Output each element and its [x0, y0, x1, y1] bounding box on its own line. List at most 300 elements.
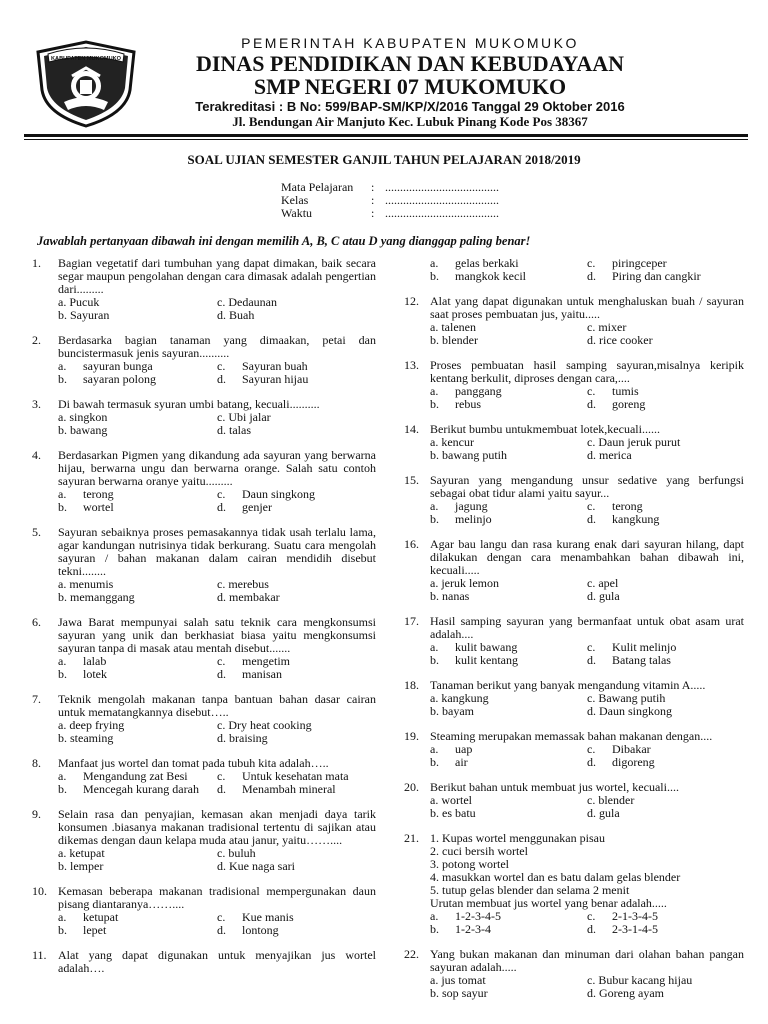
- question-item: [396, 295, 744, 347]
- header-rule-thick: [24, 134, 748, 137]
- option-letter: d.: [217, 731, 226, 745]
- option-letter: d.: [587, 986, 596, 1000]
- answer-option: [587, 513, 744, 526]
- option-text: uap: [455, 742, 473, 756]
- option-letter: b.: [430, 269, 439, 283]
- meta-label: Kelas: [281, 193, 309, 207]
- answer-options: [430, 385, 744, 411]
- question-number: 14.: [404, 422, 419, 436]
- option-letter: a.: [430, 435, 439, 449]
- answer-option: [430, 513, 587, 526]
- option-letter: b.: [58, 923, 67, 937]
- answer-option: [58, 424, 217, 437]
- option-text: melinjo: [455, 512, 492, 526]
- option-text: steaming: [70, 731, 114, 745]
- answer-option: [217, 732, 376, 745]
- answer-options: [430, 641, 744, 667]
- question-text: Agar bau langu dan rasa kurang enak dari sayuran hilang, dapt dilakukan dengan cara menambahkan bahan dibawah ini, kecuali.....: [430, 537, 744, 577]
- answer-option: [58, 501, 217, 514]
- option-text: 1-2-3-4-5: [455, 909, 501, 923]
- option-text: Goreng ayam: [599, 986, 664, 1000]
- meta-colon: :: [371, 206, 375, 220]
- option-letter: d.: [217, 590, 226, 604]
- school-address: Jl. Bendungan Air Manjuto Kec. Lubuk Pinang Kode Pos 38367: [232, 114, 588, 129]
- answer-options: [58, 411, 376, 437]
- question-number: 17.: [404, 614, 419, 628]
- option-text: Mencegah kurang darah: [83, 782, 199, 796]
- answer-option: [217, 924, 376, 937]
- option-letter: c.: [587, 691, 596, 705]
- answer-option: [217, 591, 376, 604]
- answer-option: [58, 860, 217, 873]
- answer-option: [430, 449, 587, 462]
- option-text: panggang: [455, 384, 502, 398]
- answer-option: [587, 807, 744, 820]
- question-item: [396, 832, 744, 936]
- option-text: Pucuk: [69, 295, 100, 309]
- option-text: Daun singkong: [242, 487, 315, 501]
- option-text: Bubur kacang hijau: [598, 973, 693, 987]
- option-letter: c.: [587, 909, 596, 923]
- option-letter: b.: [58, 667, 67, 681]
- answer-option: [217, 373, 376, 386]
- header-rule-thin: [24, 139, 748, 140]
- question-item: [396, 948, 744, 1000]
- option-letter: b.: [430, 755, 439, 769]
- answer-option: [58, 309, 217, 322]
- answer-option: [587, 398, 744, 411]
- option-letter: a.: [58, 359, 67, 373]
- option-letter: a.: [58, 295, 67, 309]
- answer-option: [430, 270, 587, 283]
- question-text: Berikut bahan untuk membuat jus wortel, kecuali....: [430, 780, 679, 794]
- exam-meta: [281, 181, 499, 220]
- option-letter: d.: [587, 704, 596, 718]
- answer-option: [587, 923, 744, 936]
- option-text: goreng: [612, 397, 646, 411]
- option-text: Ubi jalar: [228, 410, 271, 424]
- option-letter: d.: [217, 500, 226, 514]
- answer-option: [430, 987, 587, 1000]
- question-number: 3.: [32, 397, 41, 411]
- option-letter: b.: [58, 372, 67, 386]
- question-text: Teknik mengolah makanan tanpa bantuan bahan dasar cairan untuk mematangkannya disebut…..: [58, 692, 376, 719]
- option-letter: b.: [58, 500, 67, 514]
- answer-option: [587, 270, 744, 283]
- option-text: blender: [442, 333, 478, 347]
- option-text: 2-1-3-4-5: [612, 909, 658, 923]
- option-letter: b.: [430, 397, 439, 411]
- option-text: kangkung: [612, 512, 660, 526]
- option-text: piringceper: [612, 256, 667, 270]
- option-text: Sayuran buah: [242, 359, 308, 373]
- answer-option: [430, 923, 587, 936]
- option-letter: a.: [430, 691, 439, 705]
- question-item: [396, 538, 744, 603]
- option-text: lalab: [83, 654, 107, 668]
- option-text: gelas berkaki: [455, 256, 519, 270]
- option-letter: d.: [587, 397, 596, 411]
- option-text: lontong: [242, 923, 279, 937]
- option-text: braising: [229, 731, 268, 745]
- option-letter: d.: [587, 653, 596, 667]
- option-text: talas: [229, 423, 251, 437]
- question-text: Bagian vegetatif dari tumbuhan yang dapat dimakan, baik secara segar maupun pengolahan dengan cara dimasak adalah pengertian dari.........: [58, 256, 376, 296]
- option-text: Piring dan cangkir: [612, 269, 701, 283]
- answer-option: [58, 732, 217, 745]
- option-text: kulit kentang: [455, 653, 518, 667]
- option-text: menumis: [69, 577, 114, 591]
- question-number: 4.: [32, 448, 41, 462]
- step-line: 2. cuci bersih wortel: [430, 844, 528, 858]
- answer-options: [430, 974, 744, 1000]
- answer-option: [430, 654, 587, 667]
- option-text: jagung: [455, 499, 488, 513]
- question-text: Di bawah termasuk syuran umbi batang, kecuali..........: [58, 397, 320, 411]
- option-text: 1-2-3-4: [455, 922, 491, 936]
- step-line: 1. Kupas wortel menggunakan pisau: [430, 831, 605, 845]
- option-letter: a.: [430, 320, 439, 334]
- option-letter: c.: [587, 256, 596, 270]
- option-text: bawang: [70, 423, 108, 437]
- question-item: [24, 757, 376, 796]
- answer-options: [430, 743, 744, 769]
- option-letter: d.: [587, 269, 596, 283]
- option-letter: a.: [430, 640, 439, 654]
- question-number: 21.: [404, 831, 419, 845]
- question-text: Selain rasa dan penyajian, kemasan akan menjadi daya tarik konsumen .biasanya makanan tradisional tertentu di sajikan atau dikemas dengan daun kelapa muda atau janur, yaitu……....: [58, 807, 376, 847]
- question-item: [396, 359, 744, 411]
- option-letter: b.: [430, 704, 439, 718]
- question-item: [24, 526, 376, 604]
- option-letter: b.: [58, 782, 67, 796]
- option-letter: b.: [430, 653, 439, 667]
- option-letter: d.: [587, 922, 596, 936]
- answer-option: [217, 860, 376, 873]
- option-text: singkon: [69, 410, 108, 424]
- option-letter: b.: [430, 512, 439, 526]
- answer-option: [58, 924, 217, 937]
- answer-option: [430, 705, 587, 718]
- option-text: Buah: [229, 308, 255, 322]
- option-letter: c.: [217, 910, 226, 924]
- option-letter: d.: [587, 448, 596, 462]
- option-letter: d.: [217, 782, 226, 796]
- option-text: kangkung: [441, 691, 489, 705]
- option-text: bayam: [442, 704, 474, 718]
- answer-option: [587, 654, 744, 667]
- answer-option: [217, 309, 376, 322]
- option-letter: c.: [217, 410, 226, 424]
- question-text: Kemasan beberapa makanan tradisional mempergunakan daun pisang diantaranya……....: [58, 884, 376, 911]
- answer-options: [58, 488, 376, 514]
- question-text: Berdasarka bagian tanaman yang dimaakan, petai dan buncistermasuk jenis sayuran..........: [58, 333, 376, 360]
- question-text: Sayuran yang mengandung unsur sedative yang berfungsi sebagai obat tidur alami yaitu sayur...: [430, 473, 744, 500]
- option-letter: b.: [58, 308, 67, 322]
- option-letter: c.: [587, 742, 596, 756]
- question-column-left: [24, 257, 376, 987]
- question-text: Berdasarkan Pigmen yang dikandung ada sayuran yang berwarna hijau, berwarna ungu dan berwarna orange. Salah satu contoh sayuran berwarna oranye yaitu.........: [58, 448, 376, 488]
- option-text: Dibakar: [612, 742, 651, 756]
- department-name: DINAS PENDIDIKAN DAN KEBUDAYAAN: [195, 51, 625, 76]
- option-text: Dry heat cooking: [228, 718, 312, 732]
- question-text: Alat yang dapat digunakan untuk menghaluskan buah / sayuran saat proses pembuatan jus, yaitu.....: [430, 294, 744, 321]
- option-letter: a.: [58, 487, 67, 501]
- option-text: Sayuran hijau: [242, 372, 309, 386]
- question-number: 12.: [404, 294, 419, 308]
- option-letter: d.: [217, 923, 226, 937]
- option-text: lemper: [70, 859, 104, 873]
- option-text: 2-3-1-4-5: [612, 922, 658, 936]
- option-letter: d.: [217, 859, 226, 873]
- option-letter: a.: [430, 909, 439, 923]
- meta-colon: :: [371, 193, 375, 207]
- option-letter: b.: [58, 423, 67, 437]
- option-letter: c.: [217, 846, 226, 860]
- answer-options: [430, 436, 744, 462]
- option-letter: a.: [430, 973, 439, 987]
- answer-option: [430, 398, 587, 411]
- answer-options: [58, 911, 376, 937]
- option-letter: d.: [587, 806, 596, 820]
- option-letter: d.: [217, 308, 226, 322]
- option-text: apel: [598, 576, 619, 590]
- answer-options: [58, 719, 376, 745]
- question-text: Jawa Barat mempunyai salah satu teknik cara mengkonsumsi sayuran yang unik dan berkhasiat biasa yaitu mengkonsumsi sayuran tanpa di masak atau mentah disebut.......: [58, 615, 376, 655]
- exam-title: SOAL UJIAN SEMESTER GANJIL TAHUN PELAJARAN 2018/2019: [187, 152, 581, 167]
- option-letter: d.: [587, 333, 596, 347]
- answer-option: [58, 668, 217, 681]
- answer-option: [587, 756, 744, 769]
- question-item: [24, 334, 376, 386]
- option-letter: b.: [430, 806, 439, 820]
- question-text: Proses pembuatan hasil samping sayuran,misalnya keripik kentang berkulit, diproses dengan cara,....: [430, 358, 744, 385]
- answer-option: [430, 807, 587, 820]
- option-letter: d.: [587, 589, 596, 603]
- option-text: bawang putih: [442, 448, 507, 462]
- answer-options: [430, 794, 744, 820]
- option-letter: c.: [587, 384, 596, 398]
- option-letter: c.: [587, 640, 596, 654]
- answer-option: [217, 783, 376, 796]
- option-text: Sayuran: [70, 308, 110, 322]
- accreditation-line: Terakreditasi : B No: 599/BAP-SM/KP/X/2016 Tanggal 29 Oktober 2016: [195, 99, 625, 114]
- answer-options: [430, 500, 744, 526]
- answer-option: [58, 783, 217, 796]
- option-letter: c.: [587, 576, 596, 590]
- option-text: tumis: [612, 384, 639, 398]
- option-letter: a.: [430, 384, 439, 398]
- step-line: 4. masukkan wortel dan es batu dalam gelas blender: [430, 870, 681, 884]
- option-letter: a.: [430, 793, 439, 807]
- option-text: terong: [83, 487, 114, 501]
- question-text: Yang bukan makanan dan minuman dari olahan bahan pangan sayuran adalah.....: [430, 947, 744, 974]
- question-text: Sayuran sebaiknya proses pemasakannya tidak usah terlalu lama, agar kandungan nutrisinya tidak berkurang. Suatu cara mengolah sayuran / bahan makanan dalam cairan mendidih disebut tekni........: [58, 525, 376, 578]
- answer-option: [58, 373, 217, 386]
- question-item: [24, 808, 376, 873]
- answer-options: [58, 655, 376, 681]
- answer-options: [430, 910, 744, 936]
- question-text: Berikut bumbu untukmembuat lotek,kecuali......: [430, 422, 660, 436]
- option-text: jeruk lemon: [441, 576, 499, 590]
- option-letter: a.: [430, 576, 439, 590]
- answer-option: [587, 590, 744, 603]
- question-item: [24, 616, 376, 681]
- option-letter: c.: [587, 320, 596, 334]
- question-item: [396, 679, 744, 718]
- option-text: mengetim: [242, 654, 290, 668]
- question-text: Steaming merupakan memassak bahan makanan dengan....: [430, 729, 713, 743]
- meta-blank: ......................................: [385, 206, 499, 220]
- answer-option: [430, 590, 587, 603]
- option-text: lotek: [83, 667, 107, 681]
- option-text: Dedaunan: [228, 295, 277, 309]
- option-letter: c.: [587, 499, 596, 513]
- question-item: [24, 693, 376, 745]
- option-text: Mengandung zat Besi: [83, 769, 188, 783]
- option-letter: c.: [217, 359, 226, 373]
- question-number: 13.: [404, 358, 419, 372]
- answer-options: [58, 360, 376, 386]
- option-text: kulit bawang: [455, 640, 518, 654]
- meta-label: Waktu: [281, 206, 313, 220]
- option-text: talenen: [441, 320, 476, 334]
- option-text: membakar: [229, 590, 280, 604]
- option-text: merebus: [228, 577, 269, 591]
- instruction: Jawablah pertanyaan dibawah ini dengan memilih A, B, C atau D yang dianggap paling benar!: [37, 234, 531, 248]
- answer-options: [430, 577, 744, 603]
- question-item: [24, 257, 376, 322]
- question-number: 18.: [404, 678, 419, 692]
- option-letter: d.: [217, 667, 226, 681]
- option-letter: b.: [58, 731, 67, 745]
- answer-options: [430, 321, 744, 347]
- answer-option: [587, 705, 744, 718]
- answer-option: [587, 987, 744, 1000]
- option-letter: c.: [587, 435, 596, 449]
- option-text: ketupat: [69, 846, 105, 860]
- option-letter: c.: [217, 769, 226, 783]
- option-text: sayaran polong: [83, 372, 156, 386]
- option-text: gula: [599, 589, 620, 603]
- answer-option: [587, 449, 744, 462]
- option-text: rebus: [455, 397, 481, 411]
- option-text: blender: [598, 793, 635, 807]
- step-line: 5. tutup gelas blender dan selama 2 menit: [430, 883, 630, 897]
- answer-option: [217, 668, 376, 681]
- option-letter: a.: [430, 499, 439, 513]
- option-letter: b.: [58, 590, 67, 604]
- question-number: 5.: [32, 525, 41, 539]
- option-text: Batang talas: [612, 653, 671, 667]
- answer-options: [58, 578, 376, 604]
- option-letter: d.: [217, 423, 226, 437]
- question-text: Hasil samping sayuran yang bermanfaat untuk obat asam urat adalah....: [430, 614, 744, 641]
- government-name: PEMERINTAH KABUPATEN MUKOMUKO: [241, 35, 579, 51]
- question-item: [24, 949, 376, 975]
- option-letter: a.: [430, 256, 439, 270]
- option-text: nanas: [442, 589, 470, 603]
- option-letter: a.: [430, 742, 439, 756]
- answer-options: [430, 692, 744, 718]
- option-text: Daun jeruk purut: [598, 435, 681, 449]
- option-text: mangkok kecil: [455, 269, 526, 283]
- question-number: 1.: [32, 256, 41, 270]
- option-text: Kulit melinjo: [612, 640, 677, 654]
- option-letter: b.: [430, 448, 439, 462]
- option-text: Daun singkong: [599, 704, 672, 718]
- question-item: [24, 449, 376, 514]
- option-letter: d.: [217, 372, 226, 386]
- question-number: 10.: [32, 884, 47, 898]
- school-name: SMP NEGERI 07 MUKOMUKO: [253, 74, 567, 99]
- option-text: rice cooker: [599, 333, 653, 347]
- option-text: memanggang: [70, 590, 135, 604]
- option-letter: d.: [587, 512, 596, 526]
- regency-logo-emblem: [34, 40, 138, 128]
- option-letter: c.: [217, 718, 226, 732]
- option-text: terong: [612, 499, 643, 513]
- option-letter: d.: [587, 755, 596, 769]
- option-text: mixer: [598, 320, 627, 334]
- option-text: manisan: [242, 667, 282, 681]
- option-letter: b.: [430, 333, 439, 347]
- option-letter: a.: [58, 654, 67, 668]
- option-text: Kue naga sari: [229, 859, 295, 873]
- option-letter: c.: [217, 295, 226, 309]
- option-letter: a.: [58, 577, 67, 591]
- option-text: sayuran bunga: [83, 359, 153, 373]
- answer-option: [430, 334, 587, 347]
- option-text: air: [455, 755, 468, 769]
- meta-blank: ......................................: [385, 180, 499, 194]
- option-letter: a.: [58, 410, 67, 424]
- answer-options: [58, 847, 376, 873]
- option-text: ketupat: [83, 910, 119, 924]
- option-text: wortel: [83, 500, 114, 514]
- option-text: buluh: [228, 846, 256, 860]
- question-number: 2.: [32, 333, 41, 347]
- option-text: lepet: [83, 923, 107, 937]
- answer-options-q11: [396, 257, 744, 283]
- question-number: 16.: [404, 537, 419, 551]
- question-item: [24, 398, 376, 437]
- question-number: 8.: [32, 756, 41, 770]
- question-text: Manfaat jus wortel dan tomat pada tubuh kita adalah…..: [58, 756, 329, 770]
- option-text: Untuk kesehatan mata: [242, 769, 349, 783]
- option-letter: c.: [587, 973, 596, 987]
- option-text: kencur: [441, 435, 474, 449]
- option-letter: b.: [430, 922, 439, 936]
- option-letter: c.: [217, 654, 226, 668]
- step-line: 3. potong wortel: [430, 857, 509, 871]
- option-text: genjer: [242, 500, 272, 514]
- question-text: Alat yang dapat digunakan untuk menyajikan jus wortel adalah….: [58, 948, 376, 975]
- option-letter: a.: [58, 910, 67, 924]
- option-letter: c.: [587, 793, 596, 807]
- option-text: gula: [599, 806, 620, 820]
- question-item: [396, 730, 744, 769]
- question-item: [396, 615, 744, 667]
- question-number: 19.: [404, 729, 419, 743]
- option-text: jus tomat: [441, 973, 486, 987]
- option-letter: c.: [217, 577, 226, 591]
- question-number: 9.: [32, 807, 41, 821]
- answer-options: [58, 296, 376, 322]
- question-item: [396, 474, 744, 526]
- question-item: [24, 885, 376, 937]
- option-text: es batu: [442, 806, 476, 820]
